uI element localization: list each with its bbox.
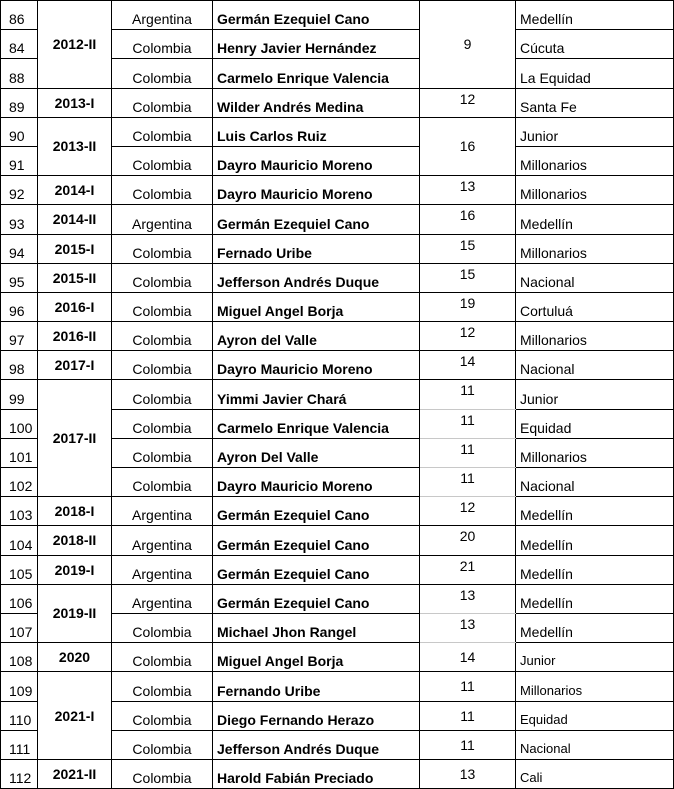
table-row [1,759,674,788]
country-cell: Colombia [112,292,213,321]
club-cell: Millonarios [516,176,674,205]
goals-cell: 19 [420,292,516,321]
goals-cell: 11 [420,409,516,438]
goals-cell: 16 [420,205,516,234]
country-cell: Colombia [112,468,213,497]
table-row [1,117,674,146]
goals-cell: 9 [420,1,516,89]
row-number: 106 [1,584,38,613]
player-cell: Germán Ezequiel Cano [213,584,420,613]
row-number: 104 [1,526,38,555]
player-cell: Miguel Angel Borja [213,292,420,321]
goals-cell: 13 [420,584,516,613]
row-number: 108 [1,643,38,672]
row-number: 84 [1,30,38,59]
country-cell: Colombia [112,30,213,59]
club-cell: Millonarios [516,234,674,263]
table-row [1,88,674,117]
goals-cell: 11 [420,672,516,701]
club-cell: Millonarios [516,322,674,351]
club-cell: Cali [516,759,674,788]
player-cell: Germán Ezequiel Cano [213,205,420,234]
table-row [1,643,674,672]
country-cell: Colombia [112,759,213,788]
player-cell: Fernado Uribe [213,234,420,263]
season-cell: 2019-I [38,555,112,584]
player-cell: Dayro Mauricio Moreno [213,351,420,380]
country-cell: Argentina [112,555,213,584]
club-cell: Nacional [516,730,674,759]
player-cell: Henry Javier Hernández [213,30,420,59]
country-cell: Colombia [112,409,213,438]
goals-cell: 13 [420,613,516,642]
row-number: 109 [1,672,38,701]
table-row [1,380,674,409]
table-row [1,584,674,613]
club-cell: La Equidad [516,59,674,88]
row-number: 110 [1,701,38,730]
player-cell: Dayro Mauricio Moreno [213,176,420,205]
goals-cell: 12 [420,88,516,117]
country-cell: Colombia [112,613,213,642]
row-number: 92 [1,176,38,205]
row-number: 88 [1,59,38,88]
player-cell: Ayron Del Valle [213,438,420,467]
row-number: 112 [1,759,38,788]
club-cell: Nacional [516,351,674,380]
table-row [1,351,674,380]
goals-cell: 14 [420,351,516,380]
player-cell: Germán Ezequiel Cano [213,1,420,30]
club-cell: Nacional [516,263,674,292]
season-cell: 2021-II [38,759,112,788]
club-cell: Cúcuta [516,30,674,59]
table-row [1,497,674,526]
country-cell: Colombia [112,263,213,292]
player-cell: Michael Jhon Rangel [213,613,420,642]
season-cell: 2017-II [38,380,112,497]
season-cell: 2021-I [38,672,112,760]
row-number: 100 [1,409,38,438]
table-row [1,322,674,351]
goals-cell: 11 [420,468,516,497]
row-number: 96 [1,292,38,321]
country-cell: Colombia [112,643,213,672]
club-cell: Medellín [516,613,674,642]
player-cell: Miguel Angel Borja [213,643,420,672]
country-cell: Colombia [112,234,213,263]
player-cell: Luis Carlos Ruiz [213,117,420,146]
country-cell: Argentina [112,497,213,526]
row-number: 90 [1,117,38,146]
country-cell: Argentina [112,1,213,30]
row-number: 94 [1,234,38,263]
player-cell: Ayron del Valle [213,322,420,351]
goals-cell: 11 [420,730,516,759]
player-cell: Germán Ezequiel Cano [213,526,420,555]
goals-cell: 13 [420,759,516,788]
season-cell: 2018-I [38,497,112,526]
club-cell: Millonarios [516,438,674,467]
player-cell: Germán Ezequiel Cano [213,497,420,526]
row-number: 98 [1,351,38,380]
season-cell: 2015-I [38,234,112,263]
club-cell: Cortuluá [516,292,674,321]
row-number: 105 [1,555,38,584]
goals-cell: 13 [420,176,516,205]
goals-cell: 11 [420,701,516,730]
season-cell: 2015-II [38,263,112,292]
player-cell: Dayro Mauricio Moreno [213,468,420,497]
row-number: 111 [1,730,38,759]
country-cell: Colombia [112,88,213,117]
club-cell: Junior [516,117,674,146]
club-cell: Medellín [516,205,674,234]
country-cell: Colombia [112,117,213,146]
row-number: 95 [1,263,38,292]
country-cell: Colombia [112,59,213,88]
season-cell: 2017-I [38,351,112,380]
player-cell: Carmelo Enrique Valencia [213,59,420,88]
season-cell: 2013-II [38,117,112,175]
row-number: 97 [1,322,38,351]
goals-cell: 15 [420,234,516,263]
row-number: 89 [1,88,38,117]
country-cell: Colombia [112,730,213,759]
row-number: 93 [1,205,38,234]
player-cell: Carmelo Enrique Valencia [213,409,420,438]
goals-cell: 12 [420,322,516,351]
player-cell: Dayro Mauricio Moreno [213,146,420,175]
club-cell: Junior [516,380,674,409]
club-cell: Medellín [516,584,674,613]
row-number: 86 [1,1,38,30]
table-row [1,1,674,30]
player-cell: Germán Ezequiel Cano [213,555,420,584]
player-cell: Harold Fabián Preciado [213,759,420,788]
club-cell: Millonarios [516,146,674,175]
goals-cell: 15 [420,263,516,292]
season-cell: 2016-I [38,292,112,321]
club-cell: Medellín [516,1,674,30]
country-cell: Colombia [112,438,213,467]
country-cell: Colombia [112,351,213,380]
country-cell: Argentina [112,205,213,234]
season-cell: 2020 [38,643,112,672]
country-cell: Argentina [112,526,213,555]
row-number: 103 [1,497,38,526]
club-cell: Millonarios [516,672,674,701]
player-cell: Yimmi Javier Chará [213,380,420,409]
table-row [1,205,674,234]
player-cell: Jefferson Andrés Duque [213,730,420,759]
country-cell: Colombia [112,672,213,701]
club-cell: Nacional [516,468,674,497]
season-cell: 2018-II [38,526,112,555]
table-row [1,526,674,555]
row-number: 107 [1,613,38,642]
table-row [1,672,674,701]
row-number: 102 [1,468,38,497]
table-row [1,263,674,292]
goals-cell: 21 [420,555,516,584]
row-number: 101 [1,438,38,467]
country-cell: Argentina [112,584,213,613]
season-cell: 2014-II [38,205,112,234]
table-row [1,176,674,205]
goals-cell: 12 [420,497,516,526]
goals-cell: 11 [420,380,516,409]
table-row [1,555,674,584]
table-row [1,234,674,263]
country-cell: Colombia [112,380,213,409]
country-cell: Colombia [112,701,213,730]
player-cell: Jefferson Andrés Duque [213,263,420,292]
country-cell: Colombia [112,146,213,175]
club-cell: Medellín [516,526,674,555]
season-cell: 2014-I [38,176,112,205]
row-number: 99 [1,380,38,409]
goals-cell: 11 [420,438,516,467]
season-cell: 2013-I [38,88,112,117]
player-cell: Diego Fernando Herazo [213,701,420,730]
goals-cell: 16 [420,117,516,175]
player-cell: Wilder Andrés Medina [213,88,420,117]
season-cell: 2012-II [38,1,112,89]
goals-cell: 20 [420,526,516,555]
club-cell: Medellín [516,555,674,584]
season-cell: 2019-II [38,584,112,642]
table-row [1,292,674,321]
country-cell: Colombia [112,176,213,205]
country-cell: Colombia [112,322,213,351]
row-number: 91 [1,146,38,175]
season-cell: 2016-II [38,322,112,351]
club-cell: Santa Fe [516,88,674,117]
goals-cell: 14 [420,643,516,672]
club-cell: Medellín [516,497,674,526]
club-cell: Equidad [516,701,674,730]
player-cell: Fernando Uribe [213,672,420,701]
club-cell: Junior [516,643,674,672]
club-cell: Equidad [516,409,674,438]
